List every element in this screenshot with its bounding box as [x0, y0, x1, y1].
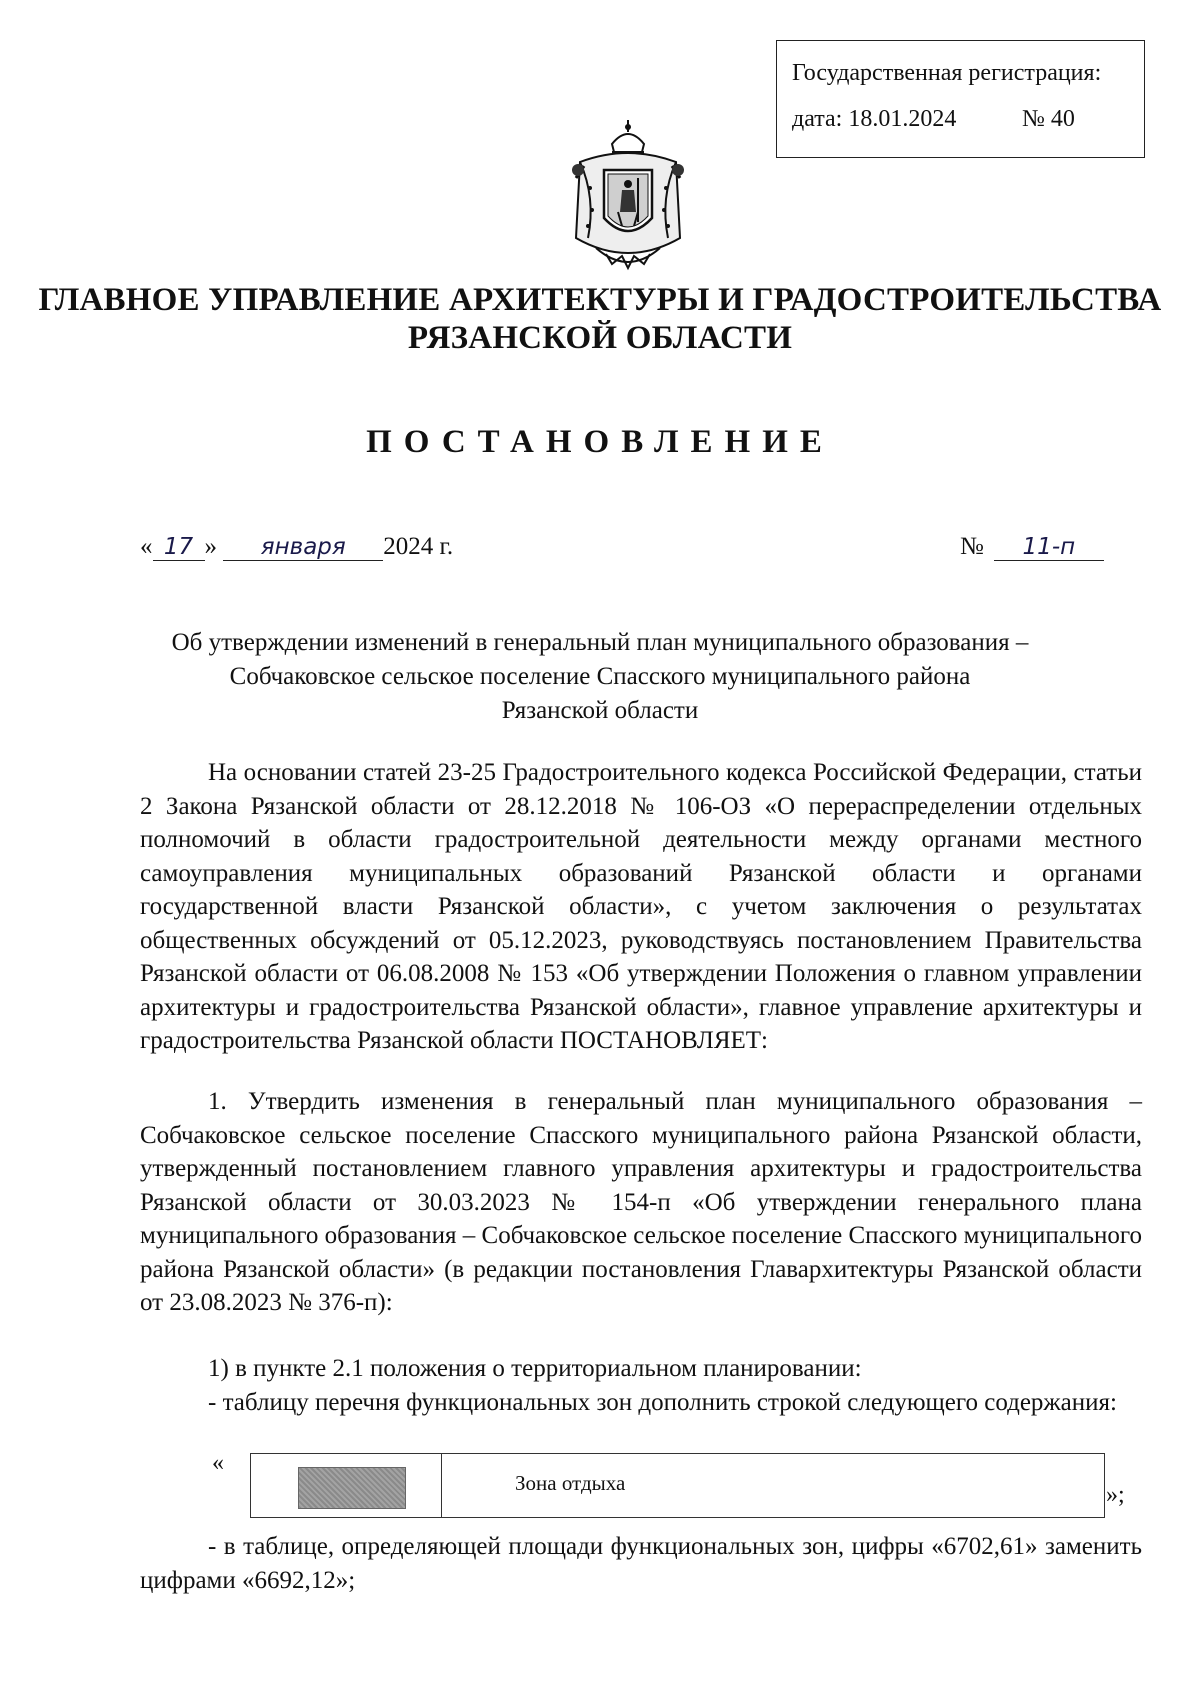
date-quote-close: » — [204, 533, 217, 560]
ryazan-coat-of-arms-icon — [566, 118, 690, 276]
table-addition-paragraph: - таблицу перечня функциональных зон дополнить строкой следующего содержания: — [208, 1389, 1117, 1416]
subclause-1-paragraph: 1) в пункте 2.1 положения о территориальном планировании: — [208, 1355, 862, 1382]
preamble-paragraph: На основании статей 23-25 Градостроительного кодекса Российской Федерации, статьи 2 Закона Рязанской области от 28.12.2018 № 106-ОЗ «О перераспределении отдельных полномочий в области градостроительной деятельности между органами местного самоуправления муниципальных образований Рязанской области и органами государственной власти Рязанской области», с учетом заключения о результатах общественных обсуждений от 05.12.2023, руководствуясь постановлением Правительства Рязанской области от 06.08.2008 № 153 «Об утверждении Положения о главном управлении архитектуры и градостроительства Рязанской области», главное управление архитектуры и градостроительства Рязанской области ПОСТАНОВЛЯЕТ: — [140, 759, 1142, 1054]
handwritten-number: 11-п — [994, 534, 1104, 561]
zone-color-swatch — [298, 1467, 406, 1509]
handwritten-month: января — [223, 534, 383, 561]
registration-number: № 40 — [1022, 106, 1075, 132]
subject-line-1: Об утверждении изменений в генеральный план муниципального образования – — [171, 629, 1029, 656]
number-label: № — [960, 533, 984, 560]
organization-name-line-2: РЯЗАНСКОЙ ОБЛАСТИ — [407, 320, 793, 356]
organization-name-line-1: ГЛАВНОЕ УПРАВЛЕНИЕ АРХИТЕКТУРЫ И ГРАДОСТРОИТЕЛЬСТВА — [38, 282, 1162, 318]
area-replacement-paragraph: - в таблице, определяющей площади функциональных зон, цифры «6702,61» заменить цифрами «6692,12»; — [140, 1533, 1142, 1594]
registration-title: Государственная регистрация: — [792, 60, 1102, 86]
document-number — [960, 533, 1104, 561]
document-subject — [130, 626, 1070, 728]
registration-date: дата: 18.01.2024 — [792, 106, 957, 132]
subject-line-2: Собчаковское сельское поселение Спасского муниципального района — [229, 663, 971, 690]
table-quote-close: »; — [1106, 1482, 1125, 1508]
date-quote-open: « — [140, 533, 153, 560]
zone-name: Зона отдыха — [515, 1471, 626, 1495]
table-quote-open: « — [212, 1450, 224, 1476]
document-type-title: ПОСТАНОВЛЕНИЕ — [366, 424, 834, 460]
clause-1-paragraph: 1. Утвердить изменения в генеральный план муниципального образования – Собчаковское сельское поселение Спасского муниципального района Рязанской области, утвержденный постановлением главного управления архитектуры и градостроительства Рязанской области от 30.03.2023 № 154-п «Об утверждении генерального плана муниципального образования – Собчаковское сельское поселение Спасского муниципального района Рязанской области» (в редакции постановления Главархитектуры Рязанской области от 23.08.2023 № 376-п): — [140, 1088, 1143, 1316]
subject-line-3: Рязанской области — [501, 697, 699, 724]
registration-stamp — [776, 40, 1145, 158]
handwritten-day: 17 — [153, 534, 205, 561]
zone-table-divider — [441, 1453, 442, 1518]
date-year: 2024 г. — [383, 533, 454, 560]
document-date — [140, 533, 453, 561]
